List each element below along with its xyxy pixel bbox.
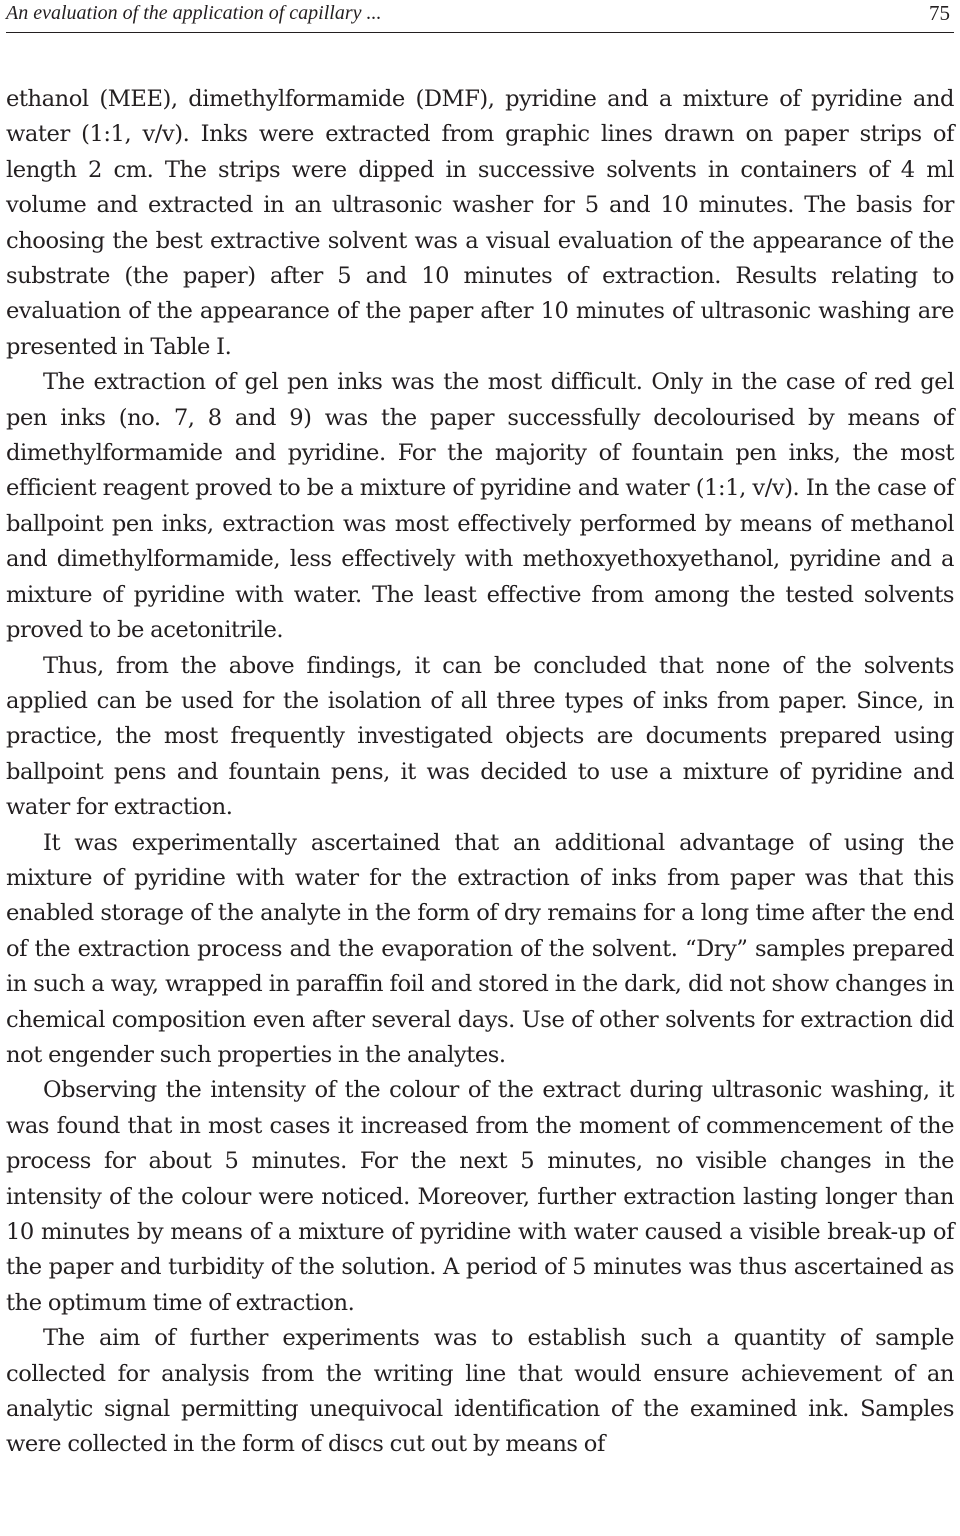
paragraph-solvent-conclusion: Thus, from the above findings, it can be concluded that none of the solvents applied can be used for the isolation of all three types of inks from paper. Since, in practice, the most frequently investigated objects are documents prepared using ballpoint pens and fountain pens, it was decided to use a mixture of pyridine and water for extraction. — [6, 652, 954, 821]
paragraph-sample-quantity: The aim of further experiments was to establish such a quantity of sample collected for analysis from the writing line that would ensure achievement of an analytic signal permitting unequivocal identification of the examined ink. Samples were collected in the form of discs cut out by means of — [6, 1325, 954, 1458]
paragraph-continued: ethanol (MEE), dimethylformamide (DMF), pyridine and a mixture of pyridine and water (1:1, v/v). Inks were extracted from graphic lines drawn on paper strips of length 2 cm. The strips were dipped in successive solvents in containers of 4 ml volume and extracted in an ultrasonic washer for 5 and 10 minutes. The basis for choosing the best extractive solvent was a visual evaluation of the appearance of the substrate (the paper) after 5 and 10 minutes of extraction. Results relating to evaluation of the appearance of the paper after 10 minutes of ultrasonic washing are presented in Table I. — [6, 86, 954, 360]
page-number: 75 — [929, 1, 950, 25]
paragraph-gel-pen-inks: The extraction of gel pen inks was the most difficult. Only in the case of red gel pen inks (no. 7, 8 and 9) was the paper successfully decolourised by means of dimethylformamide and pyridine. For the majority of fountain pen inks, the most efficient reagent proved to be a mixture of pyridine and water (1:1, v/v). In the case of ballpoint pen inks, extraction was most effectively performed by means of methanol and dimethylformamide, less effectively with methoxyethoxyethanol, pyridine and a mixture of pyridine with water. The least effective from among the tested solvents proved to be acetonitrile. — [6, 369, 954, 644]
paragraph-dry-storage: It was experimentally ascertained that an additional advantage of using the mixture of pyridine with water for the extraction of inks from paper was that this enabled storage of the analyte in the form of dry remains for a long time after the end of the extraction process and the evaporation of the solvent. “Dry” samples prepared in such a way, wrapped in paraffin foil and stored in the dark, did not show changes in chemical composition even after several days. Use of other solvents for extraction did not engender such properties in the analytes. — [6, 829, 954, 1068]
body-text — [6, 82, 954, 1463]
paragraph-extraction-time: Observing the intensity of the colour of the extract during ultrasonic washing, it was found that in most cases it increased from the moment of commencement of the process for about 5 minutes. For the next 5 minutes, no visible changes in the intensity of the colour were noticed. Moreover, further extraction lasting longer than 10 minutes by means of a mixture of pyridine with water caused a visible break-up of the paper and turbidity of the solution. A period of 5 minutes was thus ascertained as the optimum time of extraction. — [6, 1077, 954, 1316]
running-title: An evaluation of the application of capillary ... — [6, 2, 382, 24]
running-header — [6, 0, 954, 33]
